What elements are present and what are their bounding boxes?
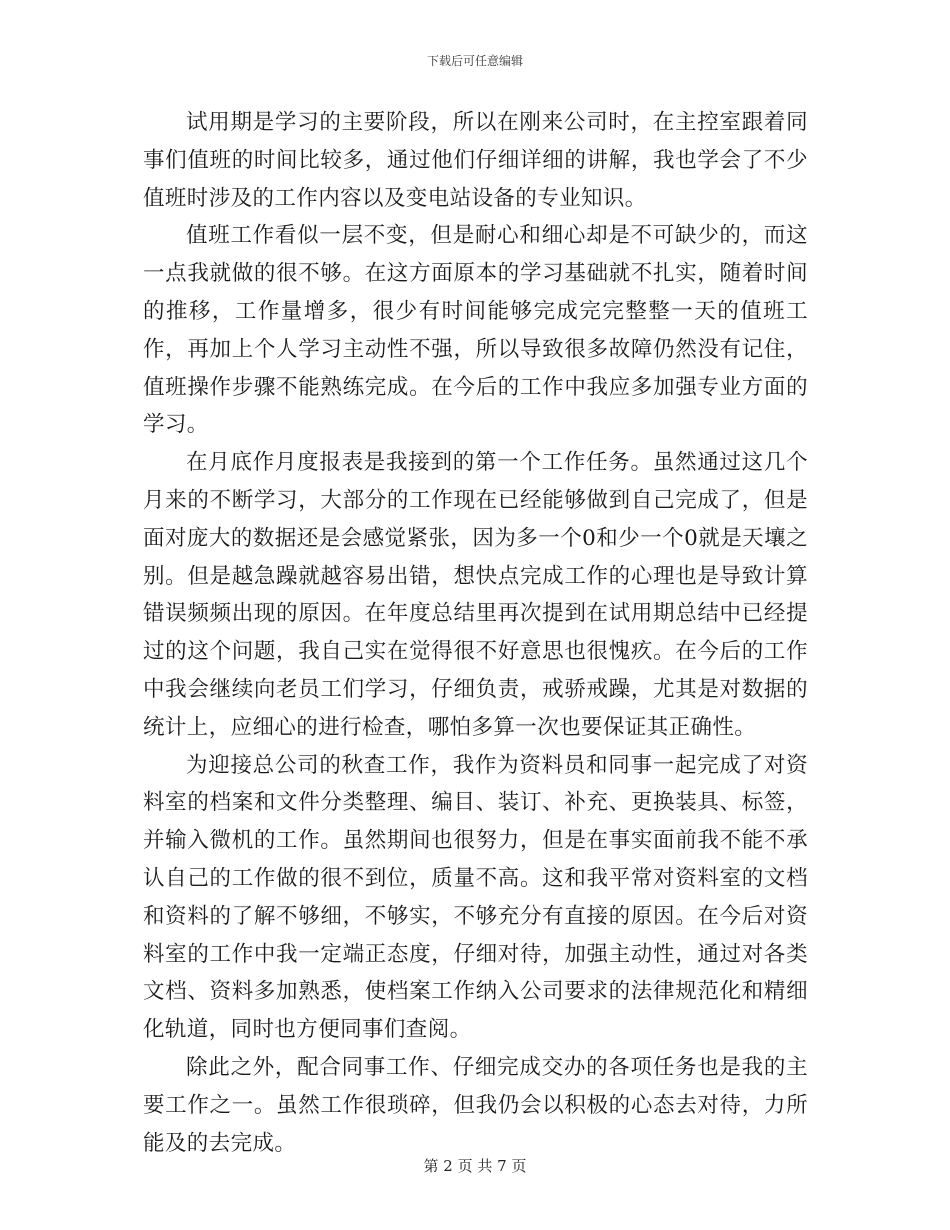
paragraph-3: 在月底作月度报表是我接到的第一个工作任务。虽然通过这几个月来的不断学习，大部分的工作现在已经能够做到自己完成了，但是面对庞大的数据还是会感觉紧张，因为多一个0和少一个0就是天壤之别。但是越急躁就越容易出错，想快点完成工作的心理也是导致计算错误频频出现的原因。在年度总结里再次提到在试用期总结中已经提过的这个问题，我自己实在觉得很不好意思也很愧疚。在今后的工作中我会继续向老员工们学习，仔细负责，戒骄戒躁，尤其是对数据的统计上，应细心的进行检查，哪怕多算一次也要保证其正确性。 [143, 450, 808, 740]
paragraph-5: 除此之外，配合同事工作、仔细完成交办的各项任务也是我的主要工作之一。虽然工作很琐碎，但我仍会以积极的心态去对待，力所能及的去完成。 [143, 1054, 808, 1156]
document-body [143, 104, 808, 1162]
paragraph-4: 为迎接总公司的秋查工作，我作为资料员和同事一起完成了对资料室的档案和文件分类整理、编目、装订、补充、更换装具、标签，并输入微机的工作。虽然期间也很努力，但是在事实面前我不能不承认自己的工作做的很不到位，质量不高。这和我平常对资料室的文档和资料的了解不够细，不够实，不够充分有直接的原因。在今后对资料室的工作中我一定端正态度，仔细对待，加强主动性，通过对各类文档、资料多加熟悉，使档案工作纳入公司要求的法律规范化和精细化轨道，同时也方便同事们查阅。 [143, 752, 808, 1043]
page-header: 下载后可任意编辑 [426, 54, 523, 68]
page-number-footer: 第 2 页 共 7 页 [423, 1157, 527, 1175]
paragraph-1: 试用期是学习的主要阶段，所以在刚来公司时，在主控室跟着同事们值班的时间比较多，通过他们仔细详细的讲解，我也学会了不少值班时涉及的工作内容以及变电站设备的专业知识。 [143, 110, 808, 211]
paragraph-2: 值班工作看似一层不变，但是耐心和细心却是不可缺少的，而这一点我就做的很不够。在这方面原本的学习基础就不扎实，随着时间的推移，工作量增多，很少有时间能够完成完完整整一天的值班工作，再加上个人学习主动性不强，所以导致很多故障仍然没有记住，值班操作步骤不能熟练完成。在今后的工作中我应多加强专业方面的学习。 [143, 223, 808, 438]
